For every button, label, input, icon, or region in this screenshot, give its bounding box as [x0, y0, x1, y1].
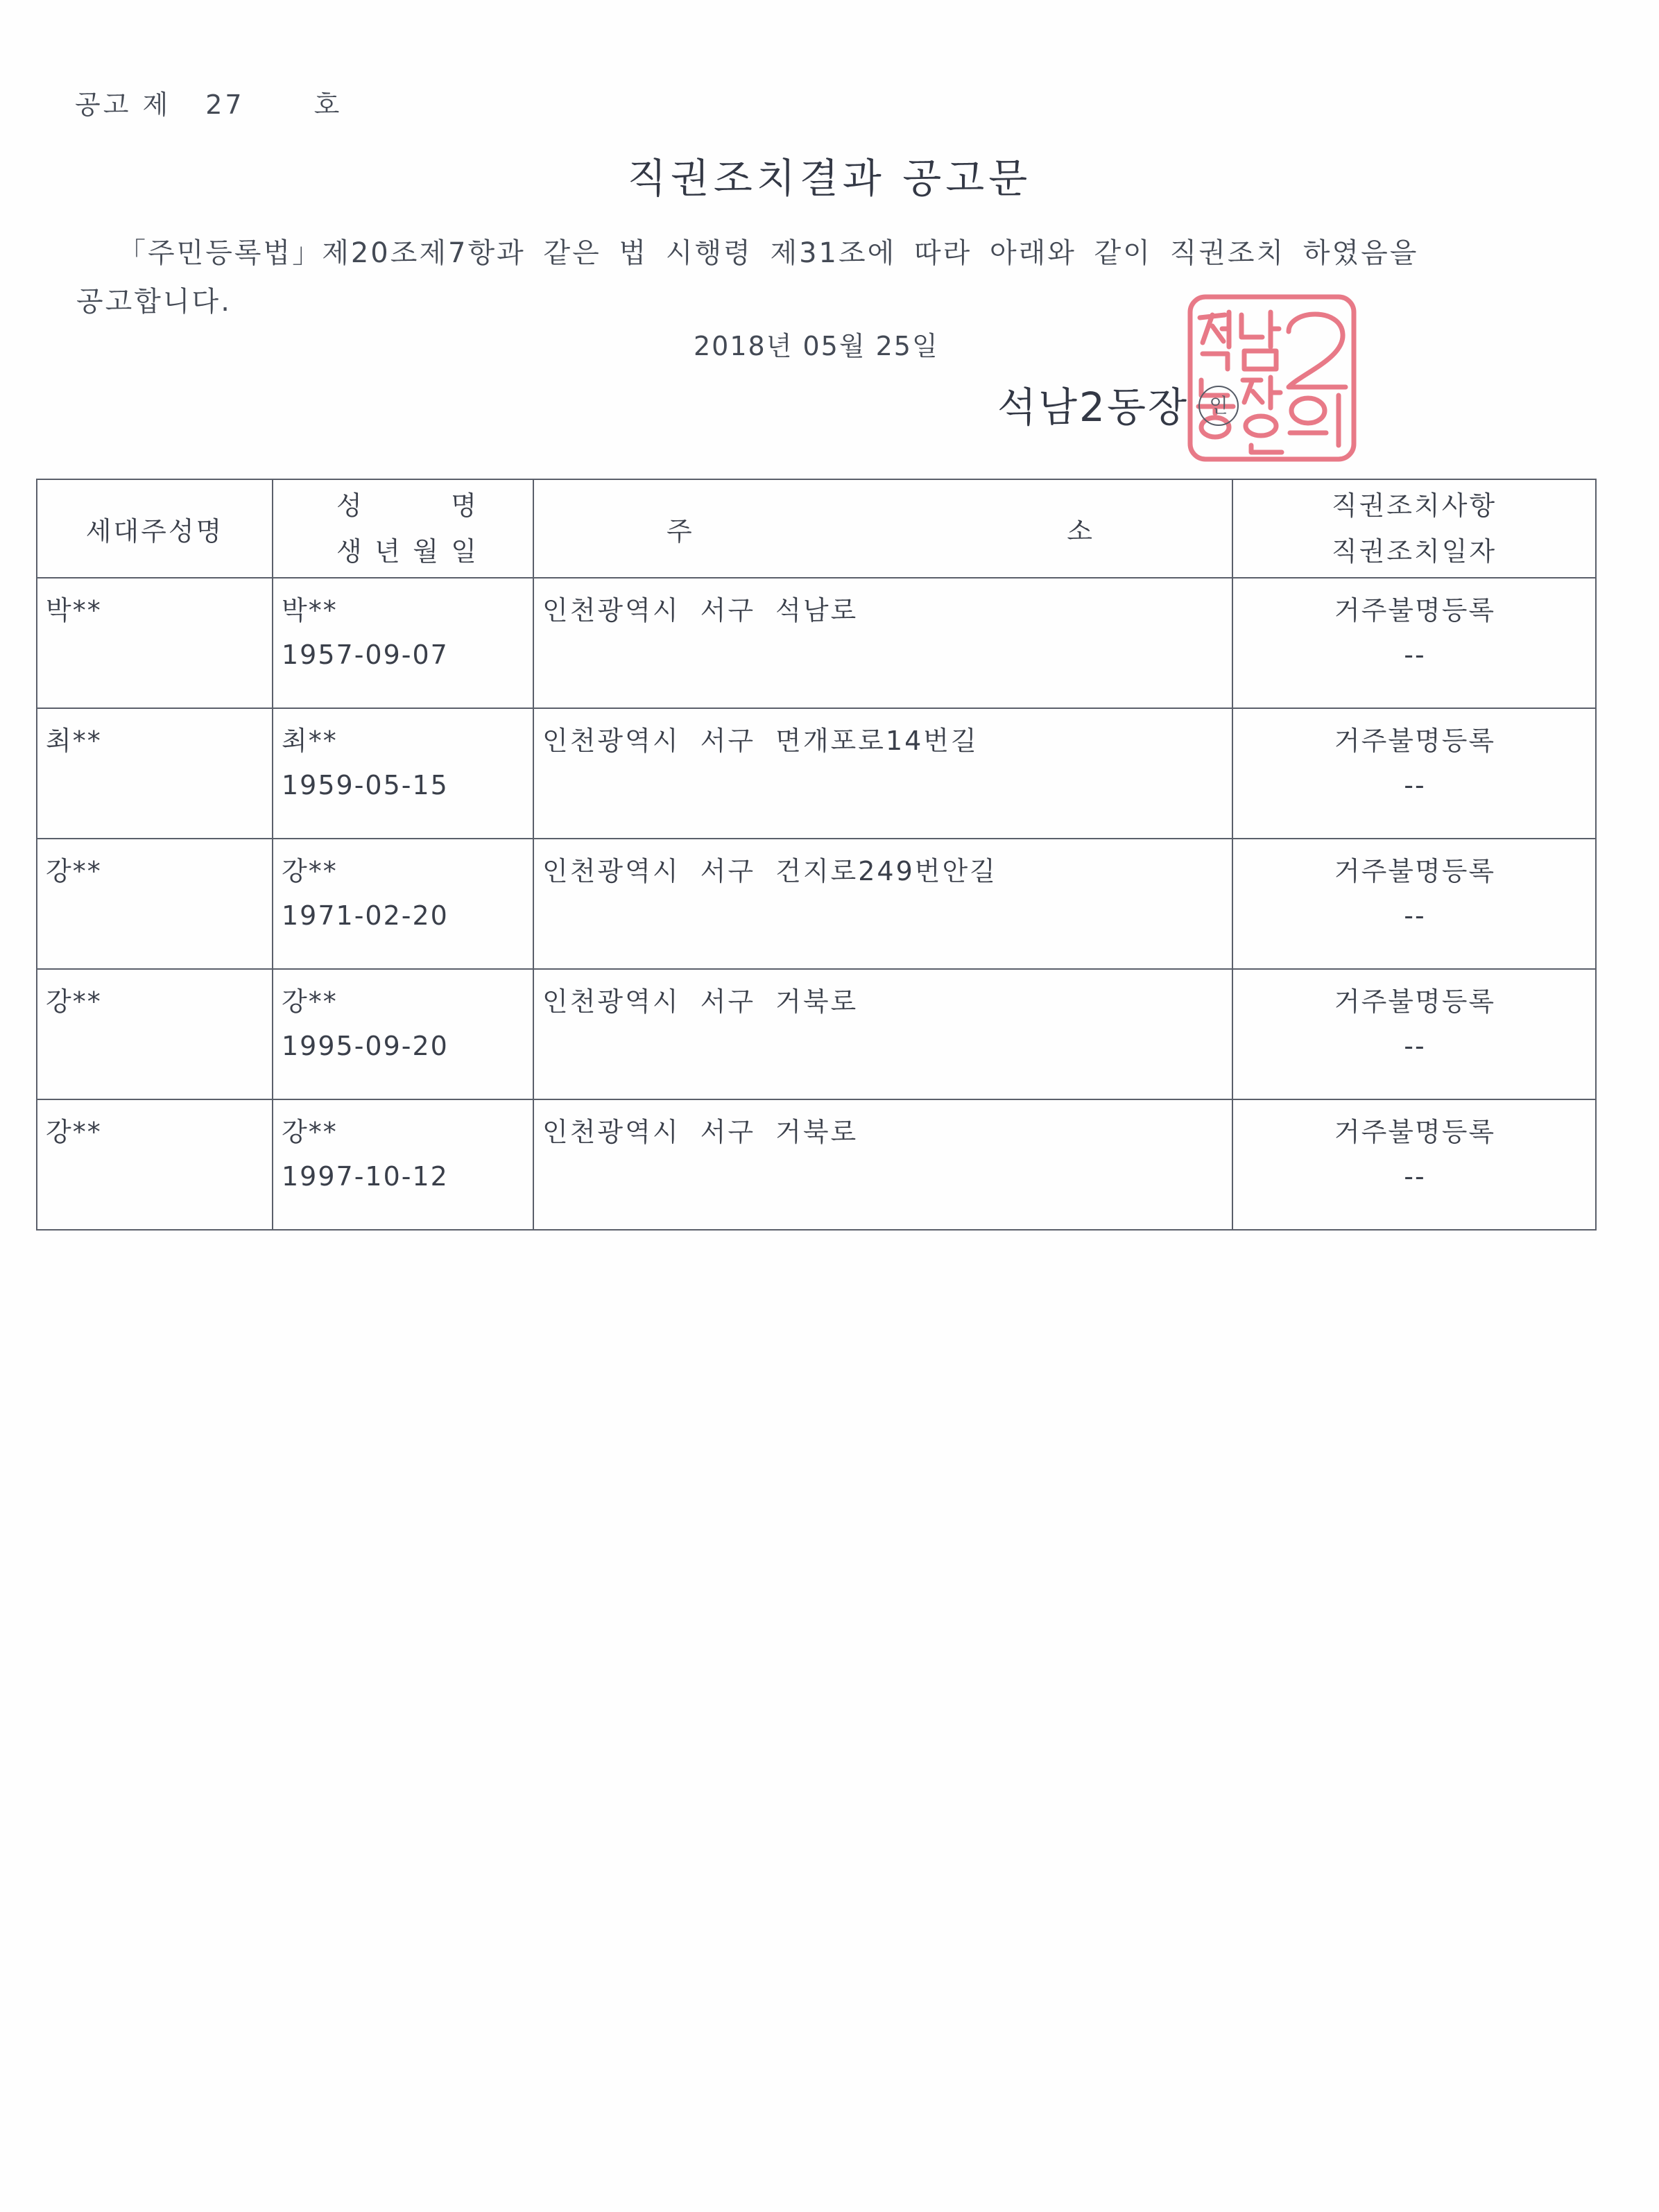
cell-householder: 강**: [37, 839, 273, 969]
cell-action: [1232, 969, 1596, 1099]
notice-number-suffix: 호: [313, 89, 343, 120]
cell-householder: 박**: [37, 578, 273, 708]
cell-address: 인천광역시 서구 석남로: [533, 578, 1232, 708]
cell-householder: 강**: [37, 969, 273, 1099]
seal-mark: 인: [1198, 386, 1239, 426]
records-table: [36, 479, 1597, 1231]
cell-name-birth: [273, 969, 533, 1099]
official-seal: [1185, 291, 1359, 465]
cell-householder: 강**: [37, 1099, 273, 1230]
header-action-date: 직권조치일자: [1331, 536, 1497, 567]
cell-name-birth: [273, 1099, 533, 1230]
table-row: [37, 578, 1596, 708]
notice-body-line-2: 공고합니다.: [76, 286, 232, 318]
cell-action-type: 거주불명등록: [1334, 986, 1496, 1017]
cell-name: 강**: [282, 856, 338, 886]
cell-action: [1232, 708, 1596, 839]
cell-action-date: --: [1404, 770, 1426, 800]
cell-birth: 1997-10-12: [282, 1161, 449, 1192]
header-address: 주 소: [533, 479, 1232, 578]
cell-action-date: --: [1404, 640, 1426, 670]
cell-birth: 1959-05-15: [282, 770, 449, 800]
table-row: [37, 969, 1596, 1099]
cell-action: [1232, 839, 1596, 969]
cell-action-type: 거주불명등록: [1334, 856, 1496, 886]
table-row: [37, 708, 1596, 839]
cell-name: 최**: [282, 726, 338, 756]
cell-birth: 1971-02-20: [282, 900, 449, 931]
cell-name: 박**: [282, 595, 338, 626]
cell-action-type: 거주불명등록: [1334, 726, 1496, 756]
cell-name: 강**: [282, 1117, 338, 1147]
header-name-birth: [273, 479, 533, 578]
cell-action-type: 거주불명등록: [1334, 595, 1496, 626]
header-action-type: 직권조치사항: [1331, 490, 1497, 521]
header-name: 성 명: [336, 490, 476, 521]
table-row: [37, 1099, 1596, 1230]
cell-birth: 1995-09-20: [282, 1031, 449, 1061]
table-header-row: [37, 479, 1596, 578]
table-row: [37, 839, 1596, 969]
cell-name-birth: [273, 839, 533, 969]
cell-action-date: --: [1404, 1161, 1426, 1192]
signer-title: 석남2동장: [997, 384, 1189, 431]
notice-number-value: 27: [205, 89, 245, 120]
cell-action: [1232, 1099, 1596, 1230]
notice-date: 2018년 05월 25일: [694, 331, 939, 361]
cell-name-birth: [273, 578, 533, 708]
header-birth: 생 년 월 일: [336, 536, 476, 567]
cell-action-type: 거주불명등록: [1334, 1117, 1496, 1147]
cell-address: 인천광역시 서구 면개포로14번길: [533, 708, 1232, 839]
cell-householder: 최**: [37, 708, 273, 839]
notice-number-label: 공고 제: [75, 89, 171, 120]
cell-birth: 1957-09-07: [282, 640, 449, 670]
notice-body-line-1: 「주민등록법」제20조제7항과 같은 법 시행령 제31조에 따라 아래와 같이 직권조치 하였음을: [118, 237, 1419, 269]
cell-name: 강**: [282, 986, 338, 1017]
header-householder: 세대주성명: [37, 479, 273, 578]
cell-address: 인천광역시 서구 건지로249번안길: [533, 839, 1232, 969]
cell-action-date: --: [1404, 900, 1426, 931]
cell-name-birth: [273, 708, 533, 839]
cell-action-date: --: [1404, 1031, 1426, 1061]
cell-address: 인천광역시 서구 거북로: [533, 1099, 1232, 1230]
cell-action: [1232, 578, 1596, 708]
header-action: [1232, 479, 1596, 578]
notice-number: [75, 83, 342, 121]
document-title: 직권조치결과 공고문: [627, 155, 1032, 202]
cell-address: 인천광역시 서구 거북로: [533, 969, 1232, 1099]
